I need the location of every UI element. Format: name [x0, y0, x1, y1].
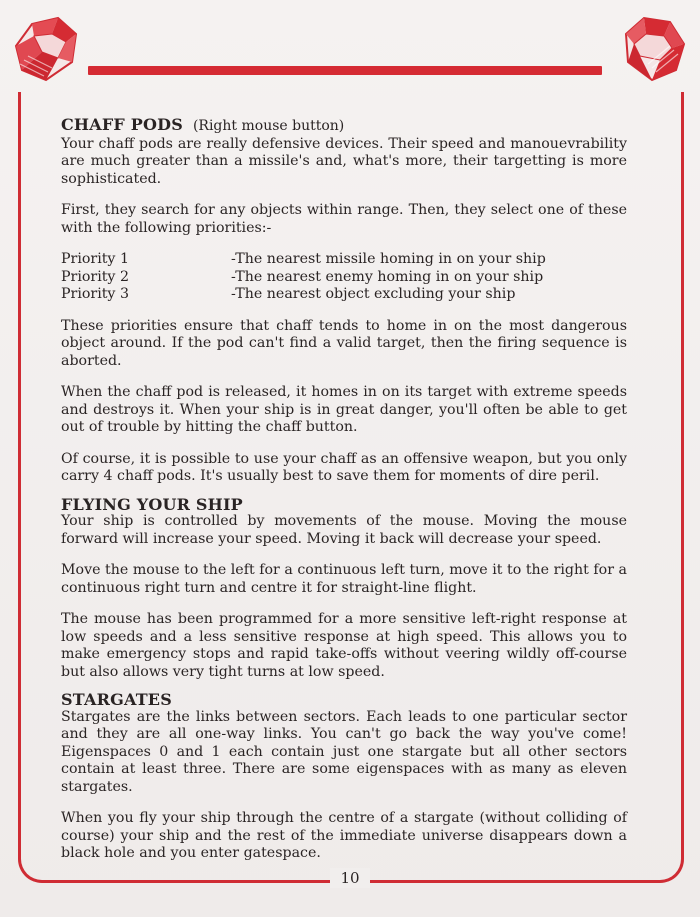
page-content [61, 116, 627, 877]
gem-icon [616, 14, 688, 86]
priority-label: Priority 3 [61, 286, 129, 302]
priority-row [61, 251, 627, 269]
priority-description: -The nearest missile homing in on your ship [231, 251, 546, 267]
priority-label: Priority 1 [61, 251, 129, 267]
paragraph: The mouse has been programmed for a more sensitive left-right response at low speeds and a less sensitive response at high speed. This allows you to make emergency stops and rapid take-offs without veering wildly off-course but also allows very tight turns at low speed. [61, 611, 627, 680]
priority-label: Priority 2 [61, 268, 129, 285]
paragraph: First, they search for any objects within range. Then, they select one of these with the following priorities:- [61, 202, 627, 236]
section-title: CHAFF PODS [61, 115, 183, 134]
section-note: (Right mouse button) [192, 118, 345, 134]
paragraph: These priorities ensure that chaff tends to home in on the most dangerous object around. If the pod can't find a valid target, then the firing sequence is aborted. [61, 317, 627, 369]
priority-list [61, 251, 627, 304]
paragraph: When the chaff pod is released, it homes in on its target with extreme speeds and destroys it. When your ship is in great danger, you'll often be able to get out of trouble by hitting the chaff button. [61, 384, 627, 435]
paragraph: When you fly your ship through the centre of a stargate (without colliding of course) your ship and the rest of the immediate universe disappears down a black hole and you enter gatespace. [61, 810, 627, 861]
paragraph: Of course, it is possible to use your chaff as an offensive weapon, but you only carry 4 chaff pods. It's usually best to save them for moments of dire peril. [61, 450, 627, 484]
paragraph: Your ship is controlled by movements of the mouse. Moving the mouse forward will increase your speed. Moving it back will decrease your speed. [61, 513, 627, 547]
priority-description: -The nearest object excluding your ship [231, 286, 516, 302]
chaff-pods-heading [61, 116, 627, 136]
priority-row [61, 286, 627, 304]
paragraph: Your chaff pods are really defensive devices. Their speed and manouevrability are much greater than a missile's and, what's more, their targetting is more sophisticated. [61, 135, 627, 187]
page-footer [0, 868, 700, 888]
priority-row [61, 269, 627, 287]
section-title: FLYING YOUR SHIP [61, 494, 243, 514]
paragraph: Stargates are the links between sectors. Each leads to one particular sector and they are all one-way links. You can't go back the way you've come! Eigenspaces 0 and 1 each contain just one stargate but all other sectors contain at least three. There are some eigenspaces with as many as eleven stargates. [61, 708, 627, 795]
paragraph: Move the mouse to the left for a continuous left turn, move it to the right for a continuous right turn and centre it for straight-line flight. [61, 562, 627, 596]
page-number: 10 [330, 868, 369, 888]
section-title: STARGATES [61, 690, 172, 709]
priority-description: -The nearest enemy homing in on your ship [231, 268, 544, 285]
header-rule [88, 66, 602, 75]
gem-icon [10, 14, 82, 86]
